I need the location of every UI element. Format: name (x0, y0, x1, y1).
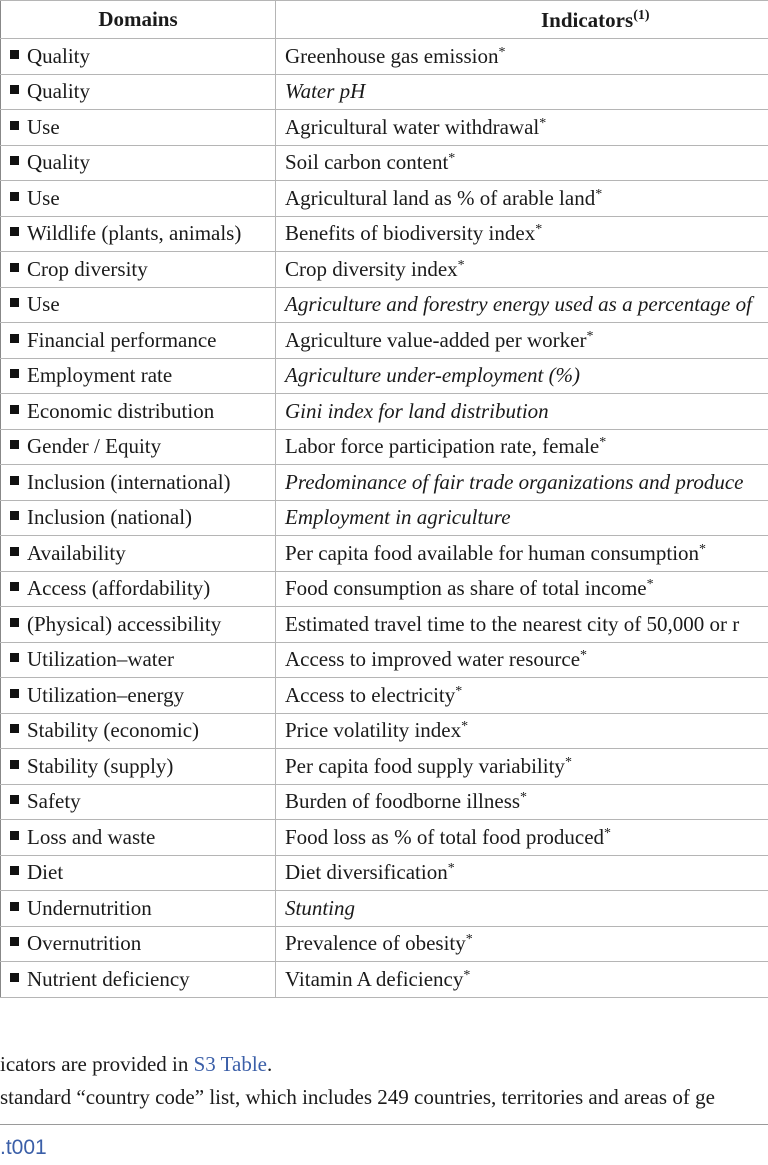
domain-cell (1, 323, 276, 359)
table-row (1, 820, 768, 856)
header-indicators (276, 1, 768, 39)
domain-cell (1, 465, 276, 501)
indicator-cell (276, 820, 768, 856)
asterisk-mark: * (498, 44, 506, 60)
table-row (1, 252, 768, 288)
domain-label: Inclusion (national) (27, 505, 193, 530)
square-bullet-icon (10, 440, 19, 449)
table-row (1, 145, 768, 181)
domain-cell (1, 358, 276, 394)
table-doi-link[interactable]: .t001 (0, 1136, 47, 1159)
table-header-row (1, 1, 768, 39)
domain-label: Use (27, 185, 60, 210)
table-row (1, 891, 768, 927)
square-bullet-icon (10, 866, 19, 875)
table-row (1, 429, 768, 465)
domain-label: Use (27, 114, 60, 139)
indicator-label: Gini index for land distribution (285, 398, 549, 423)
asterisk-mark: * (646, 577, 654, 593)
domain-label: Quality (27, 150, 90, 175)
asterisk-mark: * (539, 115, 547, 131)
table-row (1, 536, 768, 572)
domain-label: Stability (supply) (27, 753, 174, 778)
indicator-label: Employment in agriculture (285, 505, 511, 530)
square-bullet-icon (10, 582, 19, 591)
asterisk-mark: * (455, 683, 463, 699)
domain-cell (1, 571, 276, 607)
asterisk-mark: * (448, 151, 456, 167)
asterisk-mark: * (465, 932, 473, 948)
square-bullet-icon (10, 973, 19, 982)
table-row (1, 784, 768, 820)
domain-cell (1, 642, 276, 678)
domain-label: Economic distribution (27, 398, 215, 423)
square-bullet-icon (10, 334, 19, 343)
domain-label: Inclusion (international) (27, 469, 231, 494)
indicator-label: Estimated travel time to the nearest city of 50,000 or r (285, 611, 740, 636)
domain-label: (Physical) accessibility (27, 611, 222, 636)
domain-label: Quality (27, 79, 90, 104)
indicator-cell (276, 784, 768, 820)
indicator-label: Agriculture under-employment (%) (285, 363, 581, 388)
square-bullet-icon (10, 156, 19, 165)
asterisk-mark: * (699, 541, 707, 557)
domain-cell (1, 891, 276, 927)
indicator-cell (276, 429, 768, 465)
domain-cell (1, 181, 276, 217)
indicator-cell (276, 394, 768, 430)
indicator-label: Prevalence of obesity (285, 931, 466, 956)
indicator-label: Greenhouse gas emission (285, 43, 499, 68)
indicator-cell (276, 358, 768, 394)
domain-cell (1, 713, 276, 749)
s3-table-link[interactable]: S3 Table (193, 1052, 267, 1076)
domain-label: Gender / Equity (27, 434, 162, 459)
domain-label: Diet (27, 860, 64, 885)
indicator-label: Soil carbon content (285, 150, 449, 175)
header-domains (1, 1, 276, 39)
indicator-label: Water pH (285, 79, 366, 104)
square-bullet-icon (10, 724, 19, 733)
square-bullet-icon (10, 689, 19, 698)
square-bullet-icon (10, 831, 19, 840)
indicator-cell (276, 891, 768, 927)
domain-cell (1, 287, 276, 323)
square-bullet-icon (10, 902, 19, 911)
square-bullet-icon (10, 369, 19, 378)
indicator-cell (276, 926, 768, 962)
domain-label: Nutrient deficiency (27, 966, 190, 991)
asterisk-mark: * (447, 861, 455, 877)
indicator-label: Labor force participation rate, female (285, 434, 600, 459)
domain-label: Wildlife (plants, animals) (27, 221, 242, 246)
domain-label: Undernutrition (27, 895, 152, 920)
domain-cell (1, 500, 276, 536)
footnote-2-text: standard “country code” list, which includes 249 countries, territories and areas of ge (0, 1085, 715, 1109)
indicator-label: Food loss as % of total food produced (285, 824, 605, 849)
square-bullet-icon (10, 511, 19, 520)
table-row (1, 607, 768, 643)
table-row (1, 855, 768, 891)
indicator-label: Diet diversification (285, 860, 448, 885)
table-row (1, 713, 768, 749)
indicator-label: Per capita food available for human consumption (285, 540, 700, 565)
header-indicators-footnote-mark: (1) (633, 7, 650, 23)
indicator-cell (276, 216, 768, 252)
domain-cell (1, 678, 276, 714)
indicator-label: Per capita food supply variability (285, 753, 565, 778)
table-row (1, 287, 768, 323)
square-bullet-icon (10, 192, 19, 201)
square-bullet-icon (10, 50, 19, 59)
footnote-1-period: . (266, 1052, 273, 1076)
indicator-cell (276, 287, 768, 323)
asterisk-mark: * (599, 435, 607, 451)
footnote-line-1 (0, 1048, 768, 1081)
domain-cell (1, 749, 276, 785)
indicator-cell (276, 465, 768, 501)
indicator-label: Benefits of biodiversity index (285, 221, 536, 246)
footnote-1-text: icators are provided in (0, 1052, 194, 1076)
indicator-cell (276, 642, 768, 678)
indicator-label: Predominance of fair trade organizations and produce (285, 469, 744, 494)
indicator-label: Vitamin A deficiency (285, 966, 464, 991)
square-bullet-icon (10, 263, 19, 272)
indicator-cell (276, 962, 768, 998)
asterisk-mark: * (535, 222, 543, 238)
footnote-line-2 (0, 1081, 768, 1114)
domain-cell (1, 784, 276, 820)
indicator-label: Agricultural land as % of arable land (285, 185, 596, 210)
domain-cell (1, 855, 276, 891)
table-row (1, 465, 768, 501)
square-bullet-icon (10, 121, 19, 130)
domain-cell (1, 820, 276, 856)
table-row (1, 110, 768, 146)
table-row (1, 926, 768, 962)
table-row (1, 323, 768, 359)
domain-label: Use (27, 292, 60, 317)
indicator-label: Access to improved water resource (285, 647, 581, 672)
domain-label: Access (affordability) (27, 576, 211, 601)
asterisk-mark: * (463, 967, 471, 983)
domain-label: Employment rate (27, 363, 173, 388)
domain-cell (1, 110, 276, 146)
indicator-label: Agricultural water withdrawal (285, 114, 540, 139)
indicator-label: Agriculture value-added per worker (285, 327, 587, 352)
table-row (1, 181, 768, 217)
indicator-cell (276, 74, 768, 110)
domain-label: Financial performance (27, 327, 217, 352)
domain-label: Safety (27, 789, 81, 814)
domain-label: Utilization–water (27, 647, 174, 672)
indicator-cell (276, 39, 768, 75)
table-row (1, 74, 768, 110)
square-bullet-icon (10, 760, 19, 769)
asterisk-mark: * (457, 257, 465, 273)
table-row (1, 216, 768, 252)
asterisk-mark: * (520, 790, 528, 806)
table-row (1, 394, 768, 430)
asterisk-mark: * (580, 648, 588, 664)
square-bullet-icon (10, 298, 19, 307)
indicator-label: Price volatility index (285, 718, 462, 743)
domain-label: Availability (27, 540, 126, 565)
table-body (1, 39, 768, 998)
table-row (1, 358, 768, 394)
indicator-label: Agriculture and forestry energy used as a percentage of (285, 292, 752, 317)
domain-label: Quality (27, 43, 90, 68)
square-bullet-icon (10, 937, 19, 946)
indicator-cell (276, 110, 768, 146)
table-row (1, 500, 768, 536)
domain-cell (1, 926, 276, 962)
indicator-label: Food consumption as share of total income (285, 576, 647, 601)
domain-label: Loss and waste (27, 824, 156, 849)
asterisk-mark: * (595, 186, 603, 202)
indicator-cell (276, 607, 768, 643)
table-row (1, 678, 768, 714)
footer-divider (0, 1124, 768, 1125)
indicator-cell (276, 145, 768, 181)
indicator-cell (276, 855, 768, 891)
square-bullet-icon (10, 227, 19, 236)
asterisk-mark: * (604, 825, 612, 841)
indicator-cell (276, 749, 768, 785)
indicator-cell (276, 678, 768, 714)
table-footnotes (0, 1048, 768, 1114)
square-bullet-icon (10, 85, 19, 94)
header-domains-label: Domains (98, 7, 178, 31)
asterisk-mark: * (461, 719, 469, 735)
domain-cell (1, 39, 276, 75)
header-indicators-label: Indicators (541, 7, 634, 32)
domain-label: Stability (economic) (27, 718, 200, 743)
square-bullet-icon (10, 653, 19, 662)
table-row (1, 39, 768, 75)
domain-label: Utilization–energy (27, 682, 185, 707)
domain-cell (1, 74, 276, 110)
asterisk-mark: * (586, 328, 594, 344)
indicator-cell (276, 713, 768, 749)
domain-cell (1, 216, 276, 252)
square-bullet-icon (10, 547, 19, 556)
table-row (1, 571, 768, 607)
domain-cell (1, 252, 276, 288)
domain-cell (1, 429, 276, 465)
domain-cell (1, 607, 276, 643)
indicator-label: Stunting (285, 895, 356, 920)
domain-cell (1, 536, 276, 572)
indicator-cell (276, 252, 768, 288)
indicator-label: Access to electricity (285, 682, 456, 707)
indicator-cell (276, 536, 768, 572)
domain-cell (1, 962, 276, 998)
square-bullet-icon (10, 795, 19, 804)
table-row (1, 749, 768, 785)
square-bullet-icon (10, 405, 19, 414)
asterisk-mark: * (564, 754, 572, 770)
domain-label: Overnutrition (27, 931, 142, 956)
domain-label: Crop diversity (27, 256, 148, 281)
table-row (1, 962, 768, 998)
square-bullet-icon (10, 618, 19, 627)
domain-cell (1, 394, 276, 430)
domain-cell (1, 145, 276, 181)
indicator-label: Crop diversity index (285, 256, 458, 281)
indicator-cell (276, 571, 768, 607)
table-row (1, 642, 768, 678)
indicator-cell (276, 500, 768, 536)
indicator-label: Burden of foodborne illness (285, 789, 521, 814)
square-bullet-icon (10, 476, 19, 485)
indicator-cell (276, 181, 768, 217)
indicator-cell (276, 323, 768, 359)
